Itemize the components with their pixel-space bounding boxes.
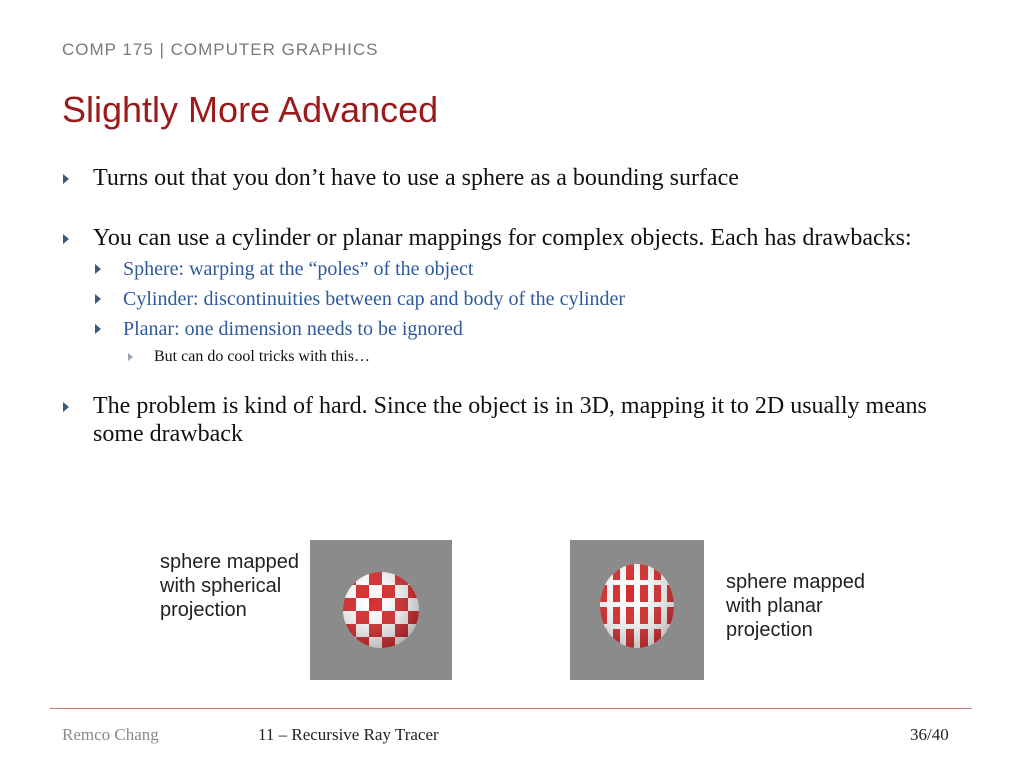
footer-page-number: 36/40 — [910, 725, 949, 744]
bullet-arrow-icon — [63, 174, 69, 184]
sub-sub-bullet-item — [62, 344, 962, 370]
bullet-arrow-icon — [63, 234, 69, 244]
sub-bullet-item — [62, 284, 962, 314]
left-caption: sphere mapped with spherical projection — [160, 551, 299, 621]
bullet-text: You can use a cylinder or planar mappings for complex objects. Each has drawbacks: — [93, 225, 912, 251]
bullet-arrow-icon — [128, 353, 133, 361]
sub-bullet-text: Sphere: warping at the “poles” of the object — [123, 258, 474, 280]
bullet-arrow-icon — [95, 324, 101, 334]
bullet-arrow-icon — [95, 294, 101, 304]
spherical-mapping-image — [310, 540, 452, 680]
sub-bullet-item — [62, 254, 962, 284]
mapping-illustration — [120, 540, 920, 685]
footer-author: Remco Chang — [62, 725, 159, 744]
sub-sub-bullet-text: But can do cool tricks with this… — [154, 348, 370, 365]
bullet-item — [62, 224, 962, 252]
bullet-item — [62, 392, 962, 448]
sub-bullet-item — [62, 314, 962, 344]
bullet-text: The problem is kind of hard. Since the object is in 3D, mapping it to 2D usually means some drawback — [93, 393, 927, 447]
course-header: COMP 175 | COMPUTER GRAPHICS — [62, 40, 379, 59]
bullet-arrow-icon — [63, 402, 69, 412]
bullet-arrow-icon — [95, 264, 101, 274]
sub-bullet-text: Planar: one dimension needs to be ignored — [123, 318, 463, 340]
right-caption: sphere mapped with planar projection — [726, 571, 865, 641]
sub-bullet-text: Cylinder: discontinuities between cap and body of the cylinder — [123, 288, 626, 310]
bullet-list — [62, 164, 962, 448]
bullet-text: Turns out that you don’t have to use a sphere as a bounding surface — [93, 165, 739, 191]
slide-title: Slightly More Advanced — [62, 89, 439, 130]
bullet-item — [62, 164, 962, 192]
planar-checker-sphere-icon — [570, 540, 704, 680]
footer-divider — [50, 708, 972, 709]
spherical-checker-sphere-icon — [310, 540, 452, 680]
planar-mapping-image — [570, 540, 704, 680]
footer-talk-title: 11 – Recursive Ray Tracer — [258, 725, 439, 744]
